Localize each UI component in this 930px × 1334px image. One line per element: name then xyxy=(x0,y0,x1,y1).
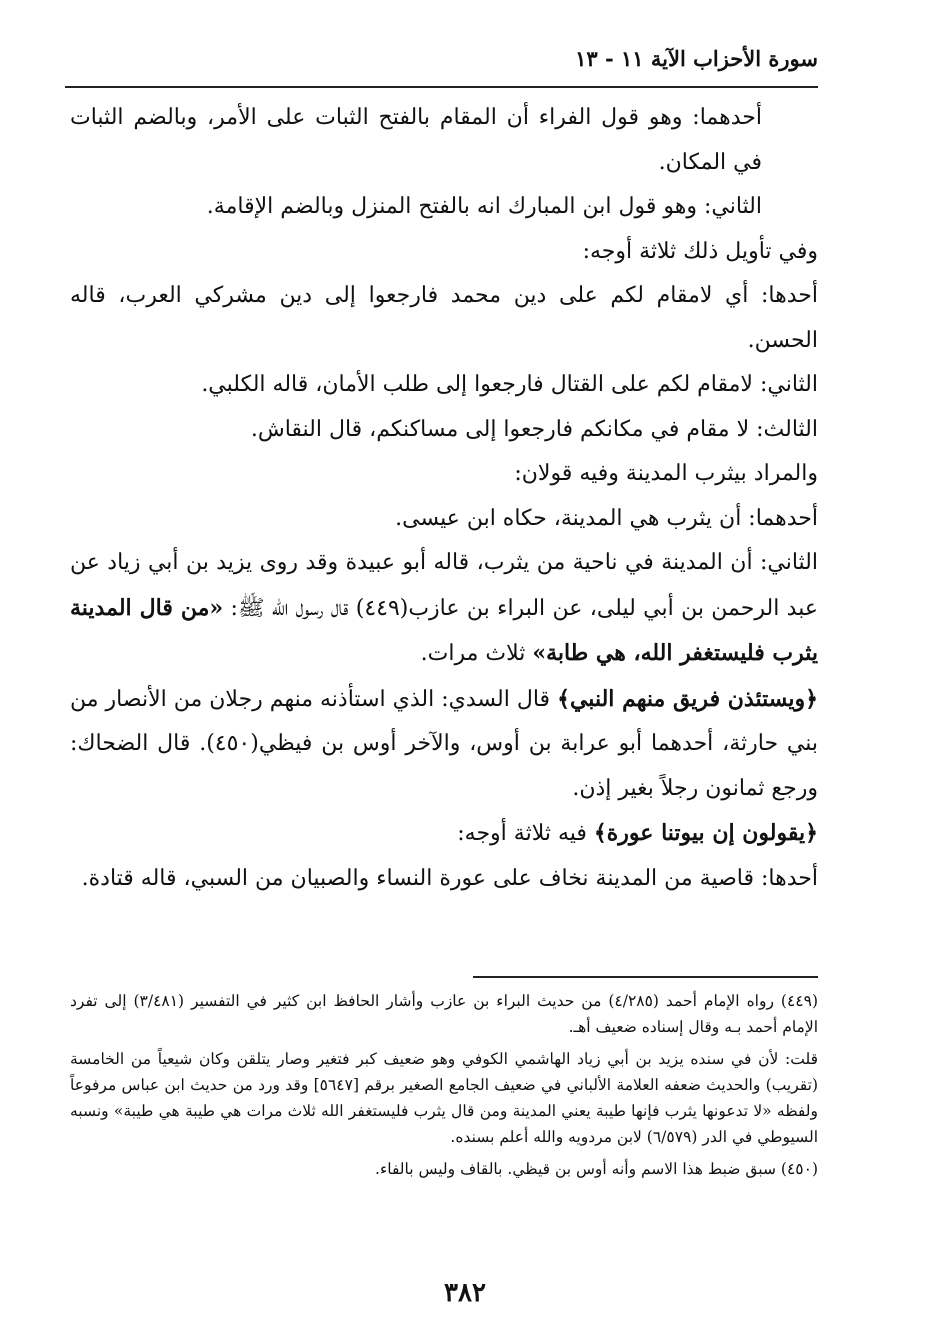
footnotes xyxy=(70,988,818,1188)
header-divider xyxy=(65,86,818,88)
paragraph: الثاني: لامقام لكم على القتال فارجعوا إلى طلب الأمان، قاله الكلبي. xyxy=(201,372,818,397)
paragraph-trail: ثلاث مرات. xyxy=(420,641,533,666)
footnote: قلت: لأن في سنده يزيد بن أبي زياد الهاشمي الكوفي وهو ضعيف كبر فتغير وصار يتلقن وكان شيعياً من الخامسة (تقريب) والحديث ضعفه العلامة الألباني في ضعيف الجامع الصغير برقم [٥٦٤٧] وقد ورد من حديث ابن عباس مرفوعاً ولفظه «لا تدعونها يثرب فإنها طيبة يعني المدينة ومن قال يثرب فليستغفر الله ثلاث مرات هي طيبة هي طيبة» ونسبه السيوطي في الدر (٦/٥٧٩) لابن مردويه والله أعلم بسنده. xyxy=(70,1050,818,1146)
paragraph xyxy=(70,541,818,677)
paragraph-lead: الثاني: أن المدينة في ناحية من يثرب، قاله أبو عبيدة وقد روى يزيد بن أبي زياد عن عبد الرحمن بن أبي ليلى، عن البراء بن عازب(٤٤٩) قال رسول الله ﷺ: xyxy=(70,550,818,621)
paragraph xyxy=(70,811,818,857)
running-header: سورة الأحزاب الآية ١١ - ١٣ xyxy=(575,46,818,71)
quran-verse: ﴿ويستئذن فريق منهم النبي﴾ xyxy=(557,685,819,712)
footnote: (٤٤٩) رواه الإمام أحمد (٤/٢٨٥) من حديث البراء بن عازب وأشار الحافظ ابن كثير في التفسير (٣/٤٨١) إلى تفرد الإمام أحمد بـه وقال إسناده ضعيف أهـ. xyxy=(70,992,819,1036)
paragraph: أحدهما: أن يثرب هي المدينة، حكاه ابن عيسى. xyxy=(395,505,818,531)
hadith-quote: «من قال المدينة يثرب فليستغفر الله، هي طابة» xyxy=(70,594,818,666)
paragraph: وفي تأويل ذلك ثلاثة أوجه: xyxy=(582,238,818,264)
main-text xyxy=(70,96,818,901)
footnote-divider xyxy=(473,976,818,978)
paragraph: أحدهما: وهو قول الفراء أن المقام بالفتح الثبات على الأمر، وبالضم الثبات في المكان. xyxy=(70,105,762,175)
paragraph: أحدها: أي لامقام لكم على دين محمد فارجعوا إلى دين مشركي العرب، قاله الحسن. xyxy=(70,283,818,353)
footnote: (٤٥٠) سبق ضبط هذا الاسم وأنه أوس بن قيظي. بالقاف وليس بالفاء. xyxy=(375,1160,818,1178)
paragraph: والمراد بيثرب المدينة وفيه قولان: xyxy=(514,461,818,486)
paragraph: الثاني: وهو قول ابن المبارك انه بالفتح المنزل وبالضم الإقامة. xyxy=(206,194,762,219)
paragraph xyxy=(70,677,818,812)
paragraph-trail: فيه ثلاثة أوجه: xyxy=(457,821,594,846)
page-number: ٣٨٢ xyxy=(444,1278,486,1308)
quran-verse: ﴿يقولون إن بيوتنا عورة﴾ xyxy=(593,820,818,846)
paragraph: أحدها: قاصية من المدينة نخاف على عورة النساء والصبيان من السبي، قاله قتادة. xyxy=(81,865,818,891)
paragraph-trail: قال السدي: الذي استأذنه منهم رجلان من الأنصار من بني حارثة، أحدهما أبو عرابة بن أوس، والآخر أوس بن فيظي(٤٥٠). قال الضحاك: ورجع ثمانون رجلاً بغير إذن. xyxy=(70,686,818,801)
paragraph: الثالث: لا مقام في مكانكم فارجعوا إلى مساكنكم، قال النقاش. xyxy=(250,416,818,442)
